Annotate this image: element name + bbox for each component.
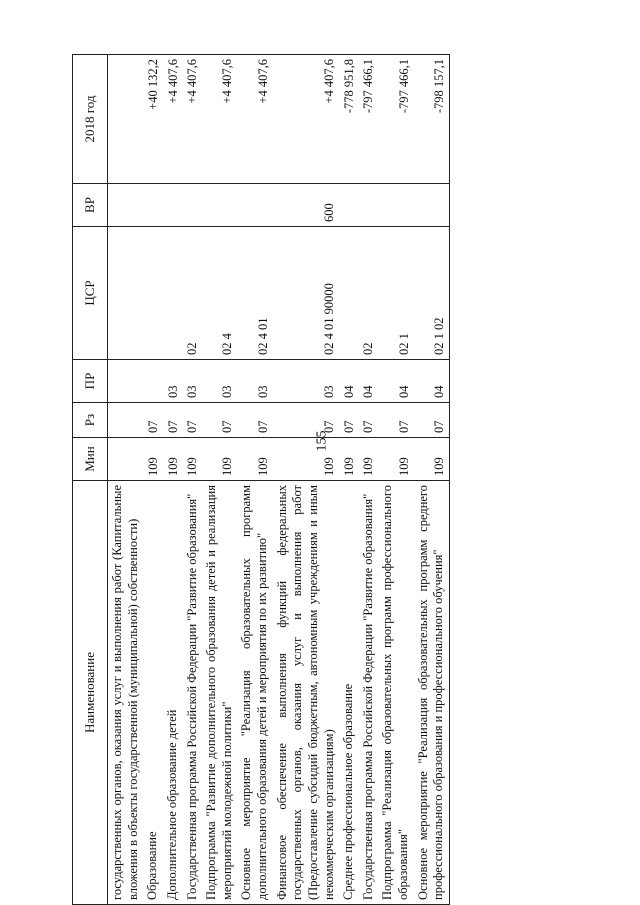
rotated-table-container <box>72 60 567 905</box>
cell-vr <box>183 184 203 227</box>
cell-min: 109 <box>143 438 163 481</box>
cell-min <box>108 438 144 481</box>
table-row <box>414 55 450 905</box>
cell-min: 109 <box>273 438 340 481</box>
header-name: Наименование <box>73 481 108 905</box>
header-csr: ЦСР <box>73 227 108 360</box>
cell-vr <box>108 184 144 227</box>
cell-vr <box>202 184 237 227</box>
cell-csr <box>143 227 163 360</box>
cell-pr <box>108 360 144 403</box>
cell-pr: 03 <box>202 360 237 403</box>
cell-rz: 07 <box>163 403 183 438</box>
cell-name: Основное мероприятие "Реализация образовательных программ среднего профессионального образования и профессионального обучения" <box>414 481 450 905</box>
cell-csr: 02 <box>359 227 379 360</box>
cell-year: +4 407,6 <box>273 55 340 184</box>
cell-year: -778 951,8 <box>339 55 359 184</box>
cell-min: 109 <box>237 438 272 481</box>
header-row <box>73 55 108 905</box>
table-row <box>359 55 379 905</box>
cell-min: 109 <box>378 438 413 481</box>
cell-rz: 07 <box>359 403 379 438</box>
cell-csr <box>339 227 359 360</box>
page-number: 155 <box>314 430 330 452</box>
cell-rz: 07 <box>183 403 203 438</box>
table-row <box>339 55 359 905</box>
cell-csr: 02 <box>183 227 203 360</box>
cell-pr <box>143 360 163 403</box>
header-rz: Рз <box>73 403 108 438</box>
cell-rz: 07 <box>339 403 359 438</box>
cell-rz: 07 <box>143 403 163 438</box>
cell-pr: 03 <box>183 360 203 403</box>
cell-vr <box>163 184 183 227</box>
cell-vr <box>237 184 272 227</box>
cell-rz: 07 <box>202 403 237 438</box>
cell-pr: 03 <box>237 360 272 403</box>
cell-vr: 600 <box>273 184 340 227</box>
cell-min: 109 <box>414 438 450 481</box>
cell-year: +4 407,6 <box>183 55 203 184</box>
table-body <box>108 55 450 905</box>
cell-rz: 07 <box>378 403 413 438</box>
cell-pr: 04 <box>378 360 413 403</box>
cell-name: Финансовое обеспечение выполнения функций федеральных государственных органов, оказания услуг и выполнения работ (Предоставление субсидий бюджетным, автономным учреждениям и иным некоммерческим организациям) <box>273 481 340 905</box>
cell-name: Дополнительное образование детей <box>163 481 183 905</box>
cell-year: +4 407,6 <box>163 55 183 184</box>
cell-csr: 02 1 <box>378 227 413 360</box>
cell-name: Среднее профессиональное образование <box>339 481 359 905</box>
cell-min: 109 <box>183 438 203 481</box>
cell-year: +4 407,6 <box>202 55 237 184</box>
cell-min: 109 <box>202 438 237 481</box>
cell-year <box>108 55 144 184</box>
table-row <box>202 55 237 905</box>
cell-min: 109 <box>359 438 379 481</box>
cell-name: Государственная программа Российской Федерации "Развитие образования" <box>183 481 203 905</box>
budget-table <box>72 54 450 905</box>
header-pr: ПР <box>73 360 108 403</box>
cell-rz: 07 <box>237 403 272 438</box>
cell-vr <box>378 184 413 227</box>
header-vr: ВР <box>73 184 108 227</box>
cell-year: -797 466,1 <box>378 55 413 184</box>
table-row <box>163 55 183 905</box>
table-row <box>108 55 144 905</box>
cell-rz: 07 <box>414 403 450 438</box>
cell-vr <box>414 184 450 227</box>
table-row <box>273 55 340 905</box>
cell-pr: 03 <box>273 360 340 403</box>
cell-pr: 04 <box>414 360 450 403</box>
cell-vr <box>359 184 379 227</box>
cell-pr: 03 <box>163 360 183 403</box>
cell-pr: 04 <box>339 360 359 403</box>
table-row <box>237 55 272 905</box>
cell-vr <box>143 184 163 227</box>
cell-name: Основное мероприятие "Реализация образовательных программ дополнительного образования детей и мероприятия по их развитию" <box>237 481 272 905</box>
table-row <box>378 55 413 905</box>
cell-csr: 02 4 01 90000 <box>273 227 340 360</box>
cell-min: 109 <box>163 438 183 481</box>
cell-min: 109 <box>339 438 359 481</box>
cell-rz: 07 <box>273 403 340 438</box>
cell-csr <box>163 227 183 360</box>
header-year: 2018 год <box>73 55 108 184</box>
table-row <box>143 55 163 905</box>
cell-year: +40 132,2 <box>143 55 163 184</box>
cell-pr: 04 <box>359 360 379 403</box>
cell-year: +4 407,6 <box>237 55 272 184</box>
cell-csr: 02 1 02 <box>414 227 450 360</box>
cell-name: Подпрограмма "Реализация образовательных программ профессионального образования" <box>378 481 413 905</box>
cell-name: Государственная программа Российской Федерации "Развитие образования" <box>359 481 379 905</box>
cell-name: государственных органов, оказания услуг и выполнения работ (Капитальные вложения в объекты государственной (муниципальной) собственности) <box>108 481 144 905</box>
cell-rz <box>108 403 144 438</box>
cell-year: -797 466,1 <box>359 55 379 184</box>
cell-name: Образование <box>143 481 163 905</box>
header-min: Мин <box>73 438 108 481</box>
cell-csr: 02 4 <box>202 227 237 360</box>
table-row <box>183 55 203 905</box>
cell-csr: 02 4 01 <box>237 227 272 360</box>
cell-vr <box>339 184 359 227</box>
cell-name: Подпрограмма "Развитие дополнительного образования детей и реализация мероприятий молодежной политики" <box>202 481 237 905</box>
cell-year: -798 157,1 <box>414 55 450 184</box>
cell-csr <box>108 227 144 360</box>
